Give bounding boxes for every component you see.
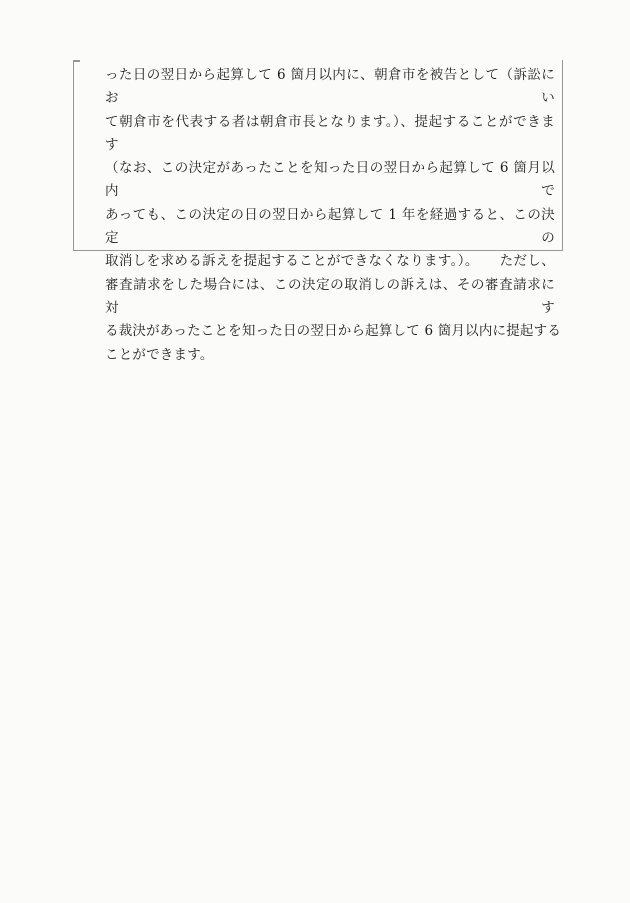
notice-line: った日の翌日から起算して 6 箇月以内に、朝倉市を被告として（訴訟におい bbox=[105, 67, 555, 107]
notice-line: 取消しを求める訴えを提起することができなくなります。）。 ただし、 bbox=[105, 253, 555, 270]
notice-line: （なお、この決定があったことを知った日の翌日から起算して 6 箇月以内で bbox=[105, 160, 555, 200]
appeal-notice-box bbox=[73, 60, 563, 363]
notice-line: 審査請求をした場合には、この決定の取消しの訴えは、その審査請求に対す bbox=[105, 276, 555, 316]
border-continuation-tick bbox=[73, 60, 80, 62]
notice-line: て朝倉市を代表する者は朝倉市長となります。）、提起することができます bbox=[105, 113, 555, 153]
notice-line: あっても、この決定の日の翌日から起算して 1 年を経過すると、この決定の bbox=[105, 206, 555, 247]
appeal-notice-text bbox=[105, 64, 562, 367]
notice-line: る裁決があったことを知った日の翌日から起算して 6 箇月以内に提起する bbox=[105, 323, 562, 340]
notice-line: ことができます。 bbox=[105, 346, 214, 363]
